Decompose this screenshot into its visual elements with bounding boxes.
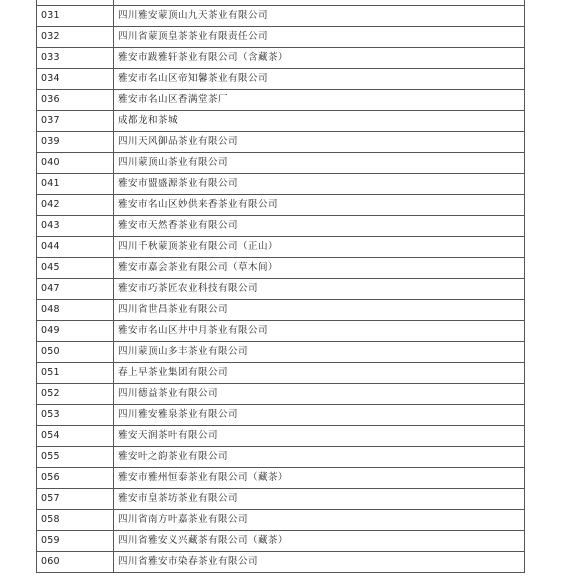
table-row — [37, 69, 525, 90]
company-name: 雅安天润茶叶有限公司 — [114, 426, 525, 447]
row-number: 048 — [37, 300, 114, 321]
row-number: 037 — [37, 111, 114, 132]
company-name: 雅安市天然香茶业有限公司 — [114, 216, 525, 237]
row-number: 050 — [37, 342, 114, 363]
table-row — [37, 48, 525, 69]
table-row — [37, 342, 525, 363]
company-name: 雅安叶之韵茶业有限公司 — [114, 447, 525, 468]
company-list-body — [37, 0, 525, 573]
company-name: 雅安市名山区香满堂茶厂 — [114, 90, 525, 111]
table-row — [37, 405, 525, 426]
table-row — [37, 279, 525, 300]
company-name: 四川雅安蒙顶山九天茶业有限公司 — [114, 6, 525, 27]
company-name: 四川雅安雅泉茶业有限公司 — [114, 405, 525, 426]
table-row — [37, 27, 525, 48]
row-number: 054 — [37, 426, 114, 447]
row-number: 040 — [37, 153, 114, 174]
table-row — [37, 111, 525, 132]
row-number: 051 — [37, 363, 114, 384]
table-row — [37, 489, 525, 510]
row-number: 055 — [37, 447, 114, 468]
row-number: 032 — [37, 27, 114, 48]
company-name: 春上早茶业集团有限公司 — [114, 363, 525, 384]
company-name: 雅安市名山区帝知馨茶业有限公司 — [114, 69, 525, 90]
company-name: 四川省蒙顶皇茶茶业有限责任公司 — [114, 27, 525, 48]
table-row — [37, 153, 525, 174]
company-name: 四川省南方叶嘉茶业有限公司 — [114, 510, 525, 531]
company-name: 雅安市嘉会茶业有限公司（草木间） — [114, 258, 525, 279]
table-row — [37, 531, 525, 552]
row-number: 057 — [37, 489, 114, 510]
row-number: 034 — [37, 69, 114, 90]
company-name: 四川千秋蒙顶茶业有限公司（正山） — [114, 237, 525, 258]
company-name: 四川蒙顶山茶业有限公司 — [114, 153, 525, 174]
table-row — [37, 174, 525, 195]
row-number: 045 — [37, 258, 114, 279]
table-row — [37, 90, 525, 111]
row-number: 036 — [37, 90, 114, 111]
table-row — [37, 237, 525, 258]
company-name: 雅安市皇茶坊茶业有限公司 — [114, 489, 525, 510]
company-name: 四川天风御品茶业有限公司 — [114, 132, 525, 153]
table-row — [37, 363, 525, 384]
row-number: 060 — [37, 552, 114, 573]
company-list-table — [36, 0, 525, 573]
row-number: 052 — [37, 384, 114, 405]
company-name: 四川省世昌茶业有限公司 — [114, 300, 525, 321]
company-name: 雅安市盟盛源茶业有限公司 — [114, 174, 525, 195]
company-name: 四川省雅安市染春茶业有限公司 — [114, 552, 525, 573]
row-number: 058 — [37, 510, 114, 531]
table-row — [37, 321, 525, 342]
company-name: 雅安市跋雅轩茶业有限公司（含藏茶） — [114, 48, 525, 69]
company-name: 雅安市名山区妙供来香茶业有限公司 — [114, 195, 525, 216]
row-number: 044 — [37, 237, 114, 258]
row-number: 031 — [37, 6, 114, 27]
table-row — [37, 195, 525, 216]
row-number: 033 — [37, 48, 114, 69]
company-name: 雅安市巧茶匠农业科技有限公司 — [114, 279, 525, 300]
table-row — [37, 468, 525, 489]
company-name: 雅安市名山区井中月茶业有限公司 — [114, 321, 525, 342]
row-number: 047 — [37, 279, 114, 300]
row-number: 049 — [37, 321, 114, 342]
row-number: 043 — [37, 216, 114, 237]
row-number: 042 — [37, 195, 114, 216]
row-number: 053 — [37, 405, 114, 426]
table-row — [37, 510, 525, 531]
table-row — [37, 384, 525, 405]
company-name: 雅安市雅州恒泰茶业有限公司（藏茶） — [114, 468, 525, 489]
table-row — [37, 258, 525, 279]
company-name: 四川蒙顶山多丰茶业有限公司 — [114, 342, 525, 363]
company-name: 四川德益茶业有限公司 — [114, 384, 525, 405]
table-row — [37, 300, 525, 321]
company-list-sheet — [36, 0, 524, 573]
table-row — [37, 216, 525, 237]
table-row — [37, 426, 525, 447]
table-row — [37, 552, 525, 573]
table-row — [37, 132, 525, 153]
row-number: 059 — [37, 531, 114, 552]
table-row — [37, 447, 525, 468]
row-number: 041 — [37, 174, 114, 195]
row-number: 056 — [37, 468, 114, 489]
table-row — [37, 6, 525, 27]
company-name: 四川省雅安义兴藏茶有限公司（藏茶） — [114, 531, 525, 552]
row-number: 039 — [37, 132, 114, 153]
company-name: 成都龙和茶城 — [114, 111, 525, 132]
